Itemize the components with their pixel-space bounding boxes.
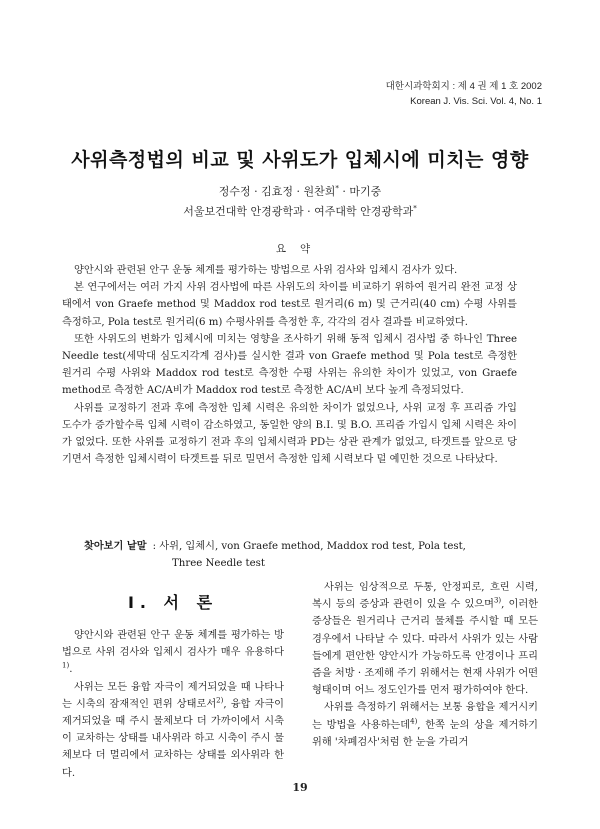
keywords-line-1: : 사위, 입체시, von Graefe method, Maddox rod test, Pola test, [152, 541, 466, 552]
journal-citation-korean: 대한시과학회지 : 제 4 권 제 1 호 2002 [385, 81, 542, 92]
paragraph-text: 사위를 측정하기 위해서는 보통 융합을 제거시키는 방법을 사용하는데 [312, 702, 538, 731]
journal-citation-english: Korean J. Vis. Sci. Vol. 4, No. 1 [410, 96, 542, 107]
keywords-label: 찾아보기 낱말 [84, 541, 147, 552]
abstract [62, 262, 517, 468]
body-paragraph [62, 627, 284, 679]
section-heading-introduction: I. 서 론 [127, 593, 219, 612]
abstract-paragraph: 양안시와 관련된 안구 운동 체계를 평가하는 방법으로 사위 검사와 입체시 검사가 있다. [74, 265, 458, 276]
paragraph-text: 양안시와 관련된 안구 운동 체계를 평가하는 방법으로 사위 검사와 입체시 검사가 매우 유용하다 [62, 630, 284, 659]
left-column [62, 590, 284, 782]
paper-title: 사위측정법의 비교 및 사위도가 입체시에 미치는 영향 [71, 149, 529, 171]
reference-mark: 3) [493, 596, 502, 605]
keywords-line-2: Three Needle test [172, 558, 265, 570]
affiliation-text: 서울보건대학 안경광학과 · 여주대학 안경광학과 [183, 205, 414, 218]
paragraph-text: 사위는 모든 융합 자극이 제거되었을 때 나타나는 시축의 잠재적인 편위 상태로서 [62, 681, 284, 710]
keywords [84, 538, 524, 572]
reference-mark: 1) [62, 662, 70, 671]
right-column-text [312, 579, 538, 751]
reference-mark: 4) [410, 717, 418, 726]
abstract-paragraph: 또한 사위도의 변화가 입체시에 미치는 영향을 조사하기 위해 동적 입체시 검사법 중 하나인 Three Needle test(세막대 심도지각계 검사)를 실시한 결과 von Graefe method 및 Pola test로 측정한 원거리 수평 사위와 Maddox rod test로 측정한 수평 사위는 유의한 차이가 있었고, von Graefe method로 측정한 AC/A비가 Maddox rod test로 측정한 AC/A비 보다 높게 측정되었다. [62, 333, 517, 397]
paragraph-text: , 이러한 증상들은 원거리나 근거리 물체를 주시할 때 모든 경우에서 나타날 수 있다. 따라서 사위가 있는 사람들에게 편안한 양안시가 가능하도록 안경이나 프리즘을 처방 · 조제해 주기 위해서는 현재 사위가 어떤 형태이며 어느 정도인가를 먼저 평가하여야 한다. [312, 599, 539, 697]
paragraph-text: 사위는 임상적으로 두통, 안정피로, 흐린 시력, 복시 등의 증상과 관련이 있을 수 있으며 [312, 582, 538, 611]
abstract-paragraph: 본 연구에서는 여러 가지 사위 검사법에 따른 사위도의 차이를 비교하기 위하여 원거리 완전 교정 상태에서 von Graefe method 및 Maddox rod test로 원거리(6 m) 및 근거리(40 cm) 수평 사위를 측정하고, Pola test로 원거리(6 m) 수평사위를 측정한 후, 각각의 검사 결과를 비교하였다. [62, 282, 517, 328]
page-number: 19 [292, 781, 308, 794]
author-last: · 마기중 [338, 185, 382, 198]
left-column-text [62, 627, 284, 782]
journal-citation [386, 79, 542, 109]
paragraph-text: , 융합 자극이 제거되었을 때 주시 물체보다 더 가까이에서 시축이 교차하는 상태를 내사위라 하고 시축이 주시 물체보다 더 멀리에서 교차하는 상태를 외사위라 한다. [62, 698, 284, 779]
right-column [312, 579, 538, 751]
author-list [0, 183, 600, 199]
affiliation-mark: * [413, 204, 417, 213]
paragraph-text: , 한쪽 눈의 상을 제거하기 위해 '차폐검사'처럼 한 눈을 가리거 [312, 719, 539, 748]
abstract-heading: 요약 [275, 243, 325, 255]
body-paragraph [312, 699, 538, 751]
reference-mark: 2) [216, 696, 224, 705]
author-names: 정수정 · 김효정 · 원찬희 [218, 185, 336, 198]
paragraph-text: . [69, 664, 73, 676]
body-paragraph [62, 679, 284, 782]
abstract-paragraph: 사위를 교정하기 전과 후에 측정한 입체 시력은 유의한 차이가 없었으나, 사위 교정 후 프리즘 가입 도수가 증가할수록 입체 시력이 감소하였고, 동일한 양의 B.I. 및 B.O. 프리즘 가입시 입체 시력은 차이가 없었다. 또한 사위를 교정하기 전과 후의 입체시력과 PD는 상관 관계가 없었고, 타겟트를 앞으로 당기면서 측정한 입체시력이 타겟트를 뒤로 밀면서 측정한 입체 시력보다 덜 예민한 것으로 나타났다. [62, 402, 517, 466]
author-affiliation-mark: * [335, 184, 339, 193]
body-paragraph [312, 579, 538, 699]
affiliation [0, 203, 600, 219]
